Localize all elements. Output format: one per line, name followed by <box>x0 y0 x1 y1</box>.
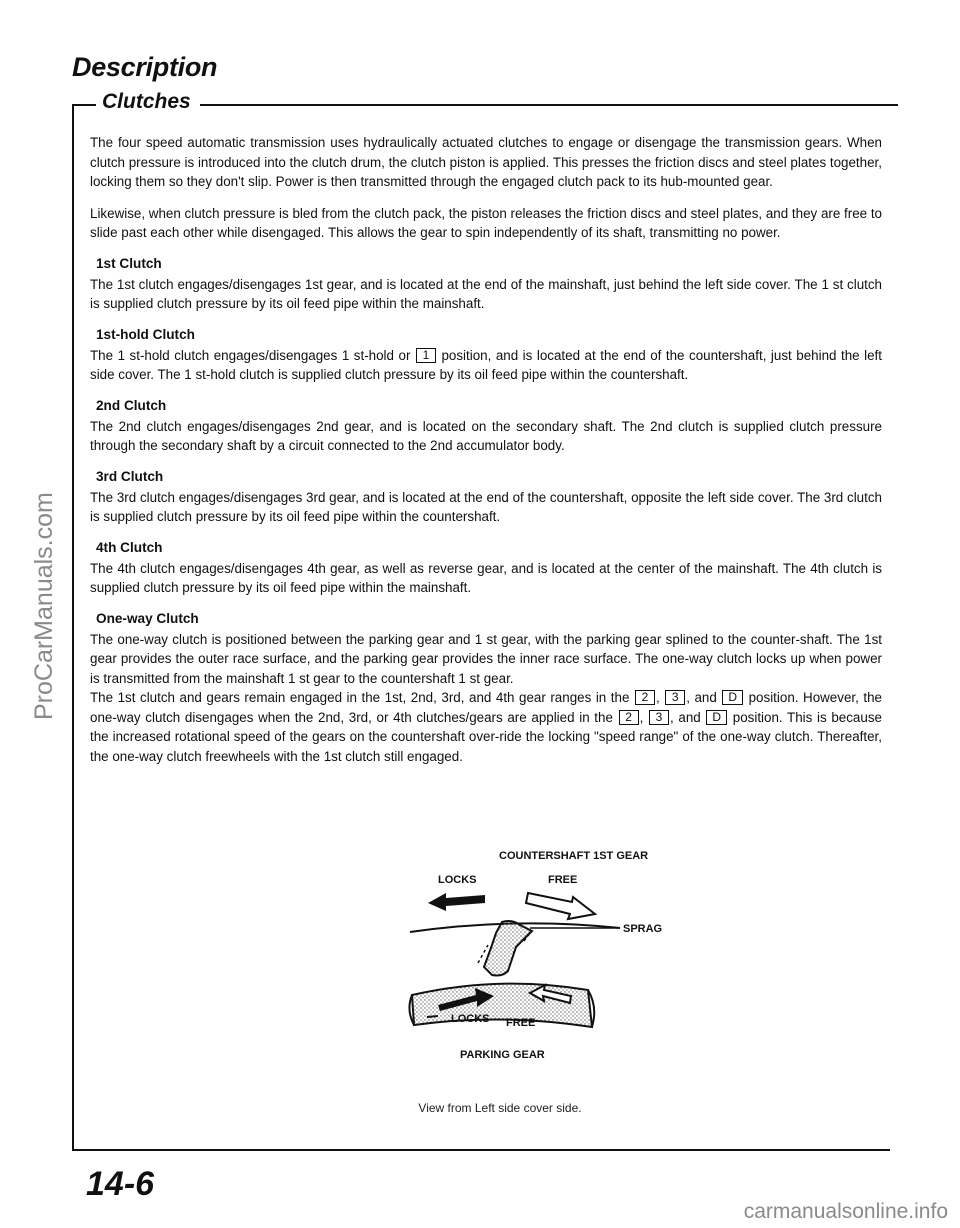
first-clutch-heading: 1st Clutch <box>96 255 162 271</box>
frame-bottom-rule <box>72 1149 890 1151</box>
one-way-clutch-paragraph-1: The one-way clutch is positioned between the parking gear and 1 st gear, with the parking gear splined to the counter-shaft. The 1st gear provides the outer race surface, and the parking gear provides the inner race surface. The one-way clutch locks up when power is transmitted from the mainshaft 1 st gear to the countershaft 1 st gear. <box>90 631 882 686</box>
range-3-key: 3 <box>649 710 669 725</box>
intro-paragraph-1: The four speed automatic transmission uses hydraulically actuated clutches to engage or disengage the transmission gears. When clutch pressure is introduced into the clutch drum, the clutch piston is applied. This presses the friction discs and steel plates together, locking them so they don't slip. Power is then transmitted through the engaged clutch pack to its hub-mounted gear. <box>90 135 882 189</box>
body-text <box>90 133 882 766</box>
comma-separator: , <box>639 709 644 725</box>
range-d-key: D <box>706 710 727 725</box>
page-title: Description <box>72 52 218 82</box>
range-2-key: 2 <box>619 710 639 725</box>
range-3-key: 3 <box>665 690 685 705</box>
third-clutch-text: The 3rd clutch engages/disengages 3rd gear, and is located at the end of the countershaft, opposite the left side cover. The 3rd clutch is supplied clutch pressure by its oil feed pipe within the countershaft. <box>90 489 882 524</box>
first-hold-text-a: The 1 st-hold clutch engages/disengages 1 st-hold or <box>90 347 411 363</box>
page-number: 14-6 <box>86 1165 155 1203</box>
gear-tick-mark <box>427 1016 438 1017</box>
one-way-text-b: position. However, the one-way clutch disengages when the 2nd, 3rd, or 4th clutches/gears are applied in the <box>90 690 882 725</box>
section-title: Clutches <box>102 90 201 114</box>
watermark-bottom: carmanualsonline.info <box>743 1200 948 1223</box>
parking-gear-label: PARKING GEAR <box>460 1049 545 1061</box>
locks-arrow-icon <box>428 893 485 911</box>
frame-top-left-rule <box>72 104 96 106</box>
countershaft-gear-label: COUNTERSHAFT 1ST GEAR <box>499 850 649 862</box>
frame-top-rule <box>200 104 898 106</box>
fourth-clutch-text: The 4th clutch engages/disengages 4th gear, as well as reverse gear, and is located at the center of the mainshaft. The 4th clutch is supplied clutch pressure by its oil feed pipe within the mainshaft. <box>90 560 882 595</box>
comma-separator: , <box>655 690 660 705</box>
sprag-element <box>484 921 532 976</box>
top-locks-label: LOCKS <box>438 874 477 886</box>
free-arrow-icon <box>526 893 595 919</box>
intro-paragraph-2: Likewise, when clutch pressure is bled from the clutch pack, the piston releases the friction discs and steel plates, and they are free to slide past each other while disengaged. This allows the gear to spin independently of its shaft, transmitting no power. <box>90 205 882 240</box>
second-clutch-text: The 2nd clutch engages/disengages 2nd gear, and is located on the secondary shaft. The 2nd clutch is supplied clutch pressure through the secondary shaft by a circuit connected to the 2nd accumulator body. <box>90 418 882 453</box>
second-clutch-heading: 2nd Clutch <box>96 397 167 413</box>
top-free-label: FREE <box>548 874 578 886</box>
sprag-label: SPRAG <box>623 923 663 935</box>
frame-left-rule <box>72 104 74 1150</box>
one-way-clutch-paragraph-2 <box>90 688 882 766</box>
fourth-clutch-heading: 4th Clutch <box>96 539 163 555</box>
one-way-clutch-heading: One-way Clutch <box>96 610 199 626</box>
first-clutch-text: The 1st clutch engages/disengages 1st gear, and is located at the end of the mainshaft, just behind the left side cover. The 1 st clutch is supplied clutch pressure by its oil feed pipe within the mainshaft. <box>90 276 882 311</box>
and-separator: , and <box>686 690 717 705</box>
range-d-key: D <box>722 690 743 705</box>
diagram-caption: View from Left side cover side. <box>418 1101 582 1115</box>
watermark-left-text: ProCarManuals.com <box>30 492 58 720</box>
third-clutch-heading: 3rd Clutch <box>96 468 164 484</box>
bottom-free-label: FREE <box>506 1017 536 1029</box>
range-1-key: 1 <box>416 348 436 363</box>
first-hold-text-b: position, and is located at the end of the countershaft, just behind the left side cover. The 1 st-hold clutch is supplied clutch pressure by its oil feed pipe within the countershaft. <box>90 347 882 382</box>
range-2-key: 2 <box>635 690 655 705</box>
one-way-text-c: position. This is because the increased rotational speed of the gears on the countershaft over-ride the locking "speed range" of the one-way clutch. Thereafter, the one-way clutch freewheels with the 1st clutch still engaged. <box>90 709 882 764</box>
sprag-clutch-diagram <box>380 835 700 1070</box>
bottom-locks-label: LOCKS <box>451 1013 490 1025</box>
first-hold-clutch-text <box>90 346 882 385</box>
one-way-text-a: The 1st clutch and gears remain engaged in the 1st, 2nd, 3rd, and 4th gear ranges in the <box>90 690 630 705</box>
first-hold-clutch-heading: 1st-hold Clutch <box>96 326 195 342</box>
and-separator: , and <box>670 709 701 725</box>
